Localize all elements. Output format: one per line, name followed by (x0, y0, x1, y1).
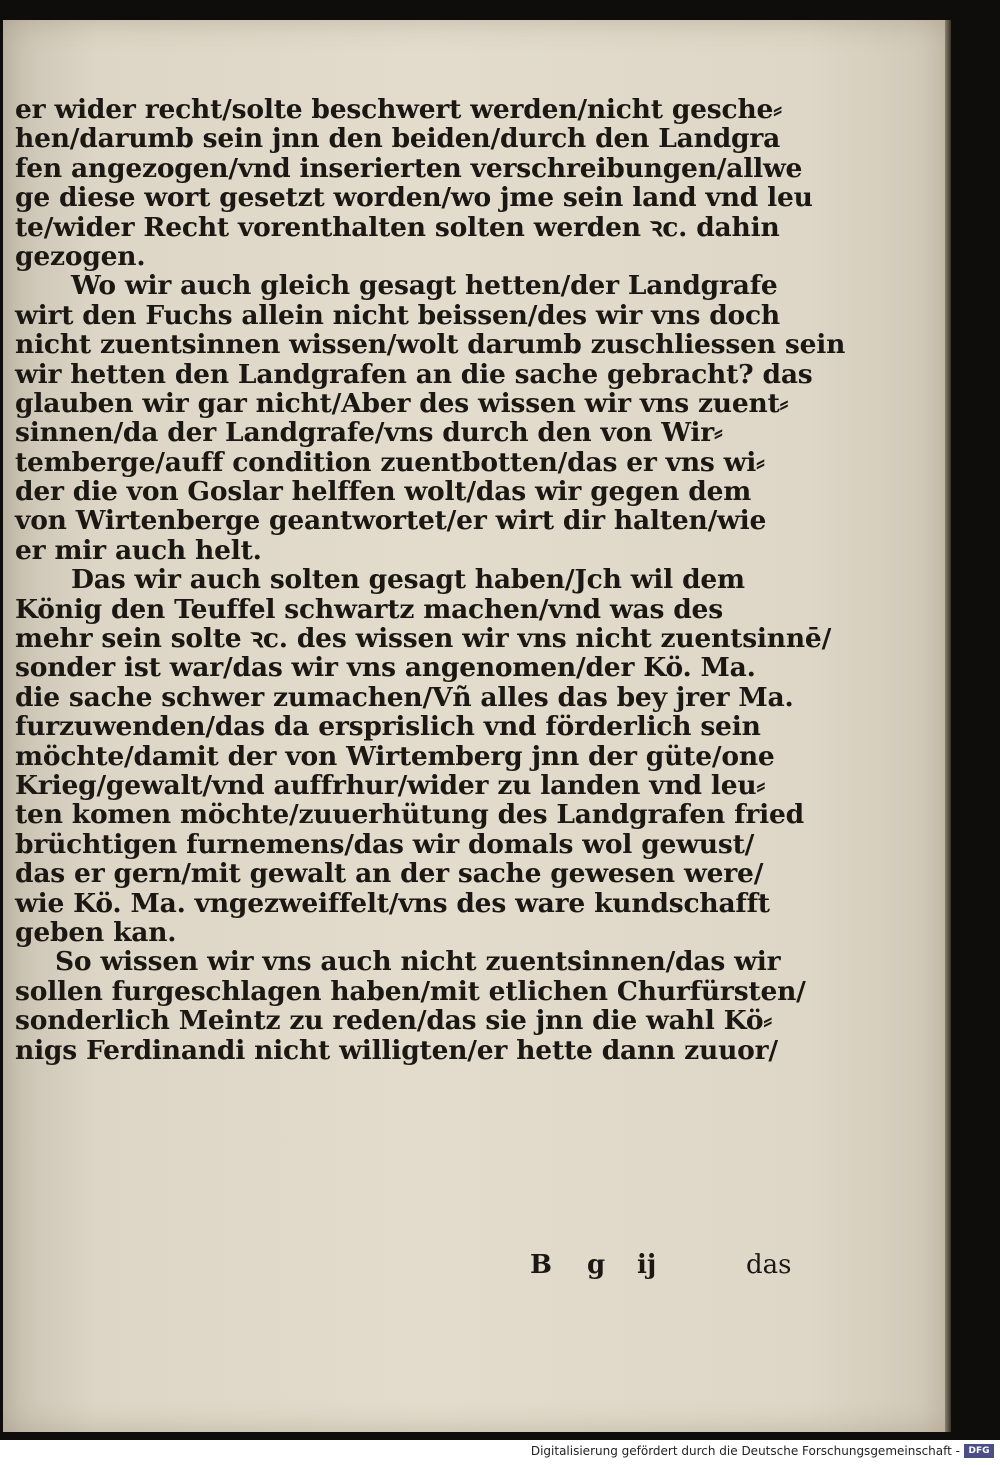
signature-mark: g (587, 1250, 606, 1280)
text-line: der die von Goslar helffen wolt/das wir gegen dem (15, 476, 752, 508)
text-line: wir hetten den Landgrafen an die sache gebracht? das (15, 358, 813, 390)
text-line: hen/darumb sein jnn den beiden/durch den Landgra (15, 123, 781, 155)
text-line: er mir auch helt. (15, 534, 262, 566)
text-line: ge diese wort gesetzt worden/wo jme sein land vnd leu (15, 182, 813, 214)
text-line: er wider recht/solte beschwert werden/nicht gesche⸗ (15, 94, 782, 125)
text-line: te/wider Recht vorenthalten solten werden ꝛc. dahin (15, 211, 780, 243)
text-line: glauben wir gar nicht/Aber des wissen wir vns zuent⸗ (15, 387, 789, 419)
paragraph-start: So wissen wir vns auch nicht zuentsinnen/das wir (55, 946, 781, 978)
text-line: nicht zuentsinnen wissen/wolt darumb zuschliessen sein (15, 329, 846, 361)
text-line: mehr sein solte ꝛc. des wissen wir vns nicht zuentsinnē/ (15, 623, 832, 655)
text-line: sollen furgeschlagen haben/mit etlichen Churfürsten/ (15, 975, 806, 1007)
text-line: sinnen/da der Landgrafe/vns durch den von Wir⸗ (15, 417, 723, 449)
text-line: wirt den Fuchs allein nicht beissen/des wir vns doch (15, 299, 780, 331)
text-line: sonder ist war/das wir vns angenomen/der Kö. Ma. (15, 652, 756, 684)
text-line: ten komen möchte/zuuerhütung des Landgrafen fried (15, 799, 804, 831)
text-line: sonderlich Meintz zu reden/das sie jnn die wahl Kö⸗ (15, 1005, 772, 1037)
dfg-logo-icon: DFG (964, 1444, 994, 1458)
text-line: wie Kö. Ma. vngezweiffelt/vns des ware kundschafft (15, 887, 770, 919)
catchword: das (746, 1250, 792, 1280)
text-line: Krieg/gewalt/vnd auffrhur/wider zu landen vnd leu⸗ (15, 769, 766, 801)
text-line: König den Teuffel schwartz machen/vnd was des (15, 593, 723, 625)
paragraph-start: Wo wir auch gleich gesagt hetten/der Landgrafe (71, 270, 778, 302)
text-line: gezogen. (15, 240, 146, 272)
funding-credit: Digitalisierung gefördert durch die Deutsche Forschungsgemeinschaft - (530, 1444, 960, 1458)
footer-bar (0, 1440, 1000, 1465)
page-text (15, 94, 846, 1066)
text-line: das er gern/mit gewalt an der sache gewesen were/ (15, 858, 764, 890)
paragraph-start: Das wir auch solten gesagt haben/Jch wil dem (71, 564, 745, 596)
text-line: die sache schwer zumachen/Vñ alles das bey jrer Ma. (15, 681, 794, 713)
text-line: temberge/auff condition zuentbotten/das er vns wi⸗ (15, 446, 765, 478)
text-line: geben kan. (15, 916, 177, 948)
text-line: furzuwenden/das da ersprislich vnd förderlich sein (15, 711, 761, 743)
text-line: brüchtigen furnemens/das wir domals wol gewust/ (15, 828, 755, 860)
text-line: nigs Ferdinandi nicht willigten/er hette dann zuuor/ (15, 1034, 778, 1066)
text-line: möchte/damit der von Wirtemberg jnn der güte/one (15, 740, 775, 772)
text-line: von Wirtenberge geantwortet/er wirt dir halten/wie (15, 505, 767, 537)
page-edge (945, 20, 951, 1432)
signature-mark: ij (637, 1250, 657, 1280)
signature-mark: B (530, 1250, 552, 1280)
text-line: fen angezogen/vnd inserierten verschreibungen/allwe (15, 152, 803, 184)
